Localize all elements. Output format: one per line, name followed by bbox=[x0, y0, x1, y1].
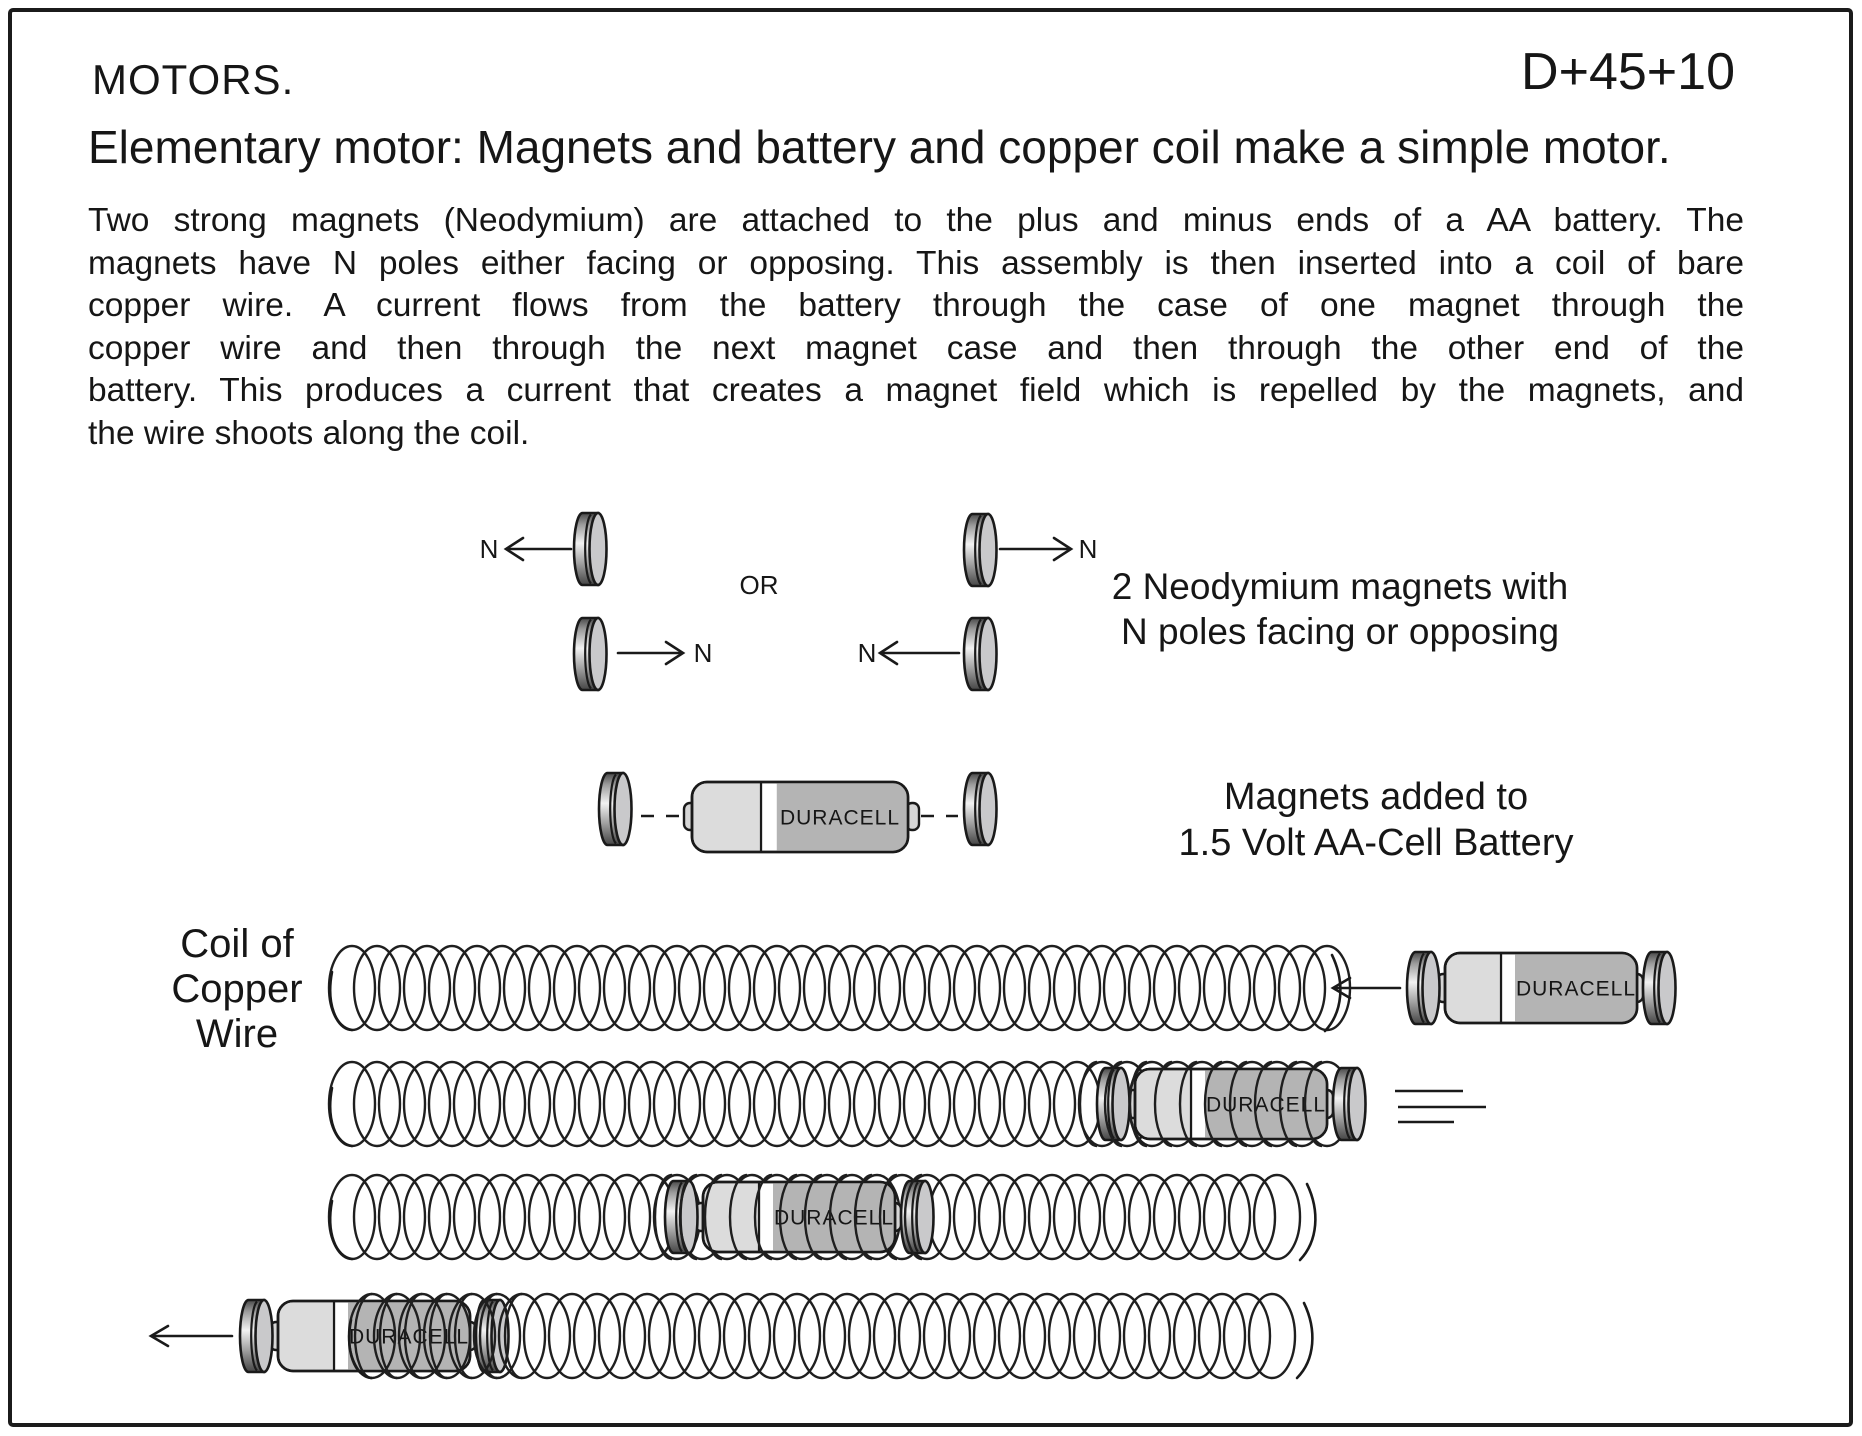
magnet-icon bbox=[574, 618, 607, 690]
battery-caption-line2: 1.5 Volt AA-Cell Battery bbox=[1178, 822, 1574, 864]
magnet-icon bbox=[964, 773, 997, 845]
doc-label: MOTORS. bbox=[92, 56, 295, 103]
magnet-pair-facing-in bbox=[858, 514, 1098, 690]
coil-tail bbox=[330, 1088, 352, 1146]
paragraph-line: magnets have N poles either facing or opposing. This assembly is then inserted into a coil of bare bbox=[88, 244, 1744, 282]
battery-with-magnets-figure bbox=[599, 773, 997, 852]
doc-code: D+45+10 bbox=[1521, 43, 1735, 101]
coil-row-4 bbox=[151, 1294, 1312, 1378]
n-pole-label: N bbox=[479, 534, 499, 564]
coil-row-1 bbox=[329, 946, 1676, 1031]
paragraph-line: Two strong magnets (Neodymium) are attached to the plus and minus ends of a AA battery. The bbox=[88, 202, 1744, 239]
coil-tail bbox=[330, 972, 352, 1030]
coil-label-line2: Copper bbox=[171, 967, 303, 1011]
coil-tail bbox=[1297, 1303, 1312, 1378]
magnet-icon bbox=[964, 514, 997, 586]
paragraph-line: copper wire and then through the next magnet case and then through the other end of the bbox=[88, 329, 1744, 367]
coil-tail bbox=[1300, 1184, 1315, 1260]
battery-assembly bbox=[1407, 952, 1676, 1024]
magnets-caption-line2: N poles facing or opposing bbox=[1120, 611, 1560, 652]
page-title: Elementary motor: Magnets and battery and copper coil make a simple motor. bbox=[88, 121, 1671, 173]
n-pole-label: N bbox=[693, 638, 713, 668]
coil-label-line1: Coil of bbox=[180, 922, 294, 966]
motion-lines-icon bbox=[1395, 1091, 1486, 1122]
paragraph-line: copper wire. A current flows from the battery through the case of one magnet through the bbox=[88, 287, 1744, 324]
coil-loops bbox=[329, 946, 1350, 1030]
paragraph-line: the wire shoots along the coil. bbox=[88, 414, 530, 452]
paragraph-line: battery. This produces a current that creates a magnet field which is repelled by the magnets, and bbox=[88, 372, 1744, 409]
or-label: OR bbox=[739, 570, 779, 600]
magnet-icon bbox=[964, 618, 997, 690]
n-pole-label: N bbox=[1078, 534, 1098, 564]
magnet-icon bbox=[599, 773, 632, 845]
magnet-icon bbox=[574, 513, 607, 585]
magnet-pair-opposing-out bbox=[480, 513, 713, 690]
battery-assembly bbox=[1097, 1068, 1366, 1140]
magnets-caption-line1: 2 Neodymium magnets with bbox=[1111, 566, 1569, 607]
coil-label-line3: Wire bbox=[195, 1012, 279, 1056]
diagram-canvas: DURACELL N N OR N N DURACELL bbox=[0, 0, 1862, 1436]
battery-caption-line1: Magnets added to bbox=[1223, 776, 1529, 818]
coil-tail bbox=[1325, 955, 1340, 1031]
n-pole-label: N bbox=[857, 638, 877, 668]
coil-row-3 bbox=[329, 1175, 1315, 1260]
battery-brand-text: DURACELL bbox=[779, 806, 901, 830]
coil-tail bbox=[330, 1201, 352, 1259]
coil-row-2 bbox=[329, 1062, 1486, 1146]
